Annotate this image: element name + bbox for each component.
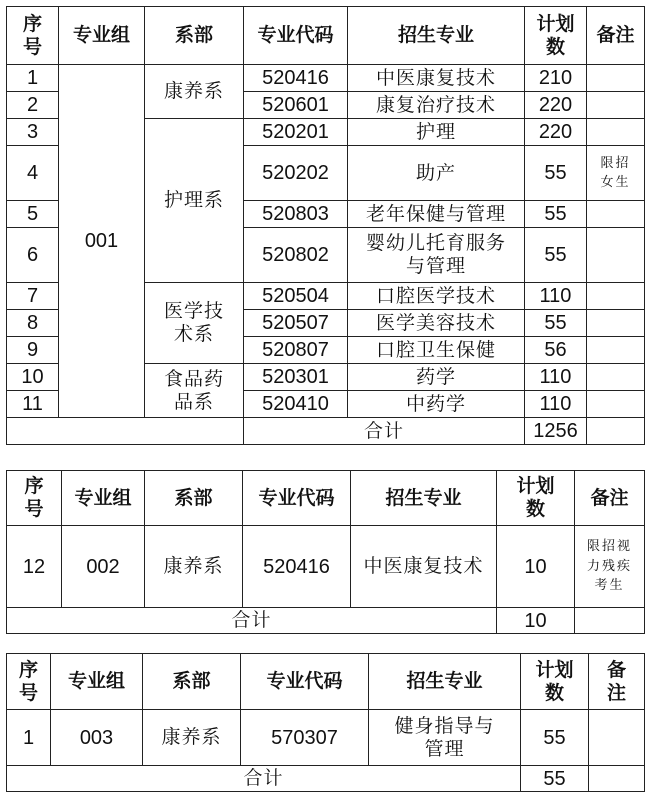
cell-major: 婴幼儿托育服务与管理 xyxy=(348,228,525,283)
header-group: 专业组 xyxy=(59,7,145,65)
cell-plan: 56 xyxy=(525,337,587,364)
total-note xyxy=(587,418,645,445)
cell-dept-huli: 护理系 xyxy=(145,119,244,283)
cell-code: 520416 xyxy=(244,65,348,92)
total-label: 合计 xyxy=(244,418,525,445)
header-note: 备注 xyxy=(575,471,645,526)
cell-code: 520601 xyxy=(244,92,348,119)
cell-dept-kangyang: 康养系 xyxy=(145,65,244,119)
header-dept: 系部 xyxy=(143,654,241,710)
header-note: 备注 xyxy=(589,654,645,710)
cell-major: 口腔医学技术 xyxy=(348,283,525,310)
cell-major: 中医康复技术 xyxy=(348,65,525,92)
cell-dept-yixue: 医学技术系 xyxy=(145,283,244,364)
total-spacer xyxy=(7,418,244,445)
cell-note xyxy=(587,65,645,92)
total-note xyxy=(575,608,645,634)
total-label: 合计 xyxy=(7,766,521,792)
header-code: 专业代码 xyxy=(243,471,351,526)
cell-group: 003 xyxy=(51,710,143,766)
cell-dept: 康养系 xyxy=(145,526,243,608)
header-seq: 序号 xyxy=(7,471,62,526)
table-row xyxy=(7,526,645,608)
cell-note xyxy=(587,364,645,391)
header-plan: 计划数 xyxy=(521,654,589,710)
cell-note xyxy=(587,310,645,337)
total-row xyxy=(7,766,645,792)
cell-code: 520410 xyxy=(244,391,348,418)
header-plan: 计划数 xyxy=(497,471,575,526)
cell-seq: 1 xyxy=(7,710,51,766)
cell-plan: 210 xyxy=(525,65,587,92)
cell-note xyxy=(587,119,645,146)
enrollment-table-group-002 xyxy=(6,470,645,634)
cell-plan: 55 xyxy=(525,228,587,283)
cell-plan: 55 xyxy=(525,310,587,337)
cell-code: 520202 xyxy=(244,146,348,201)
cell-code: 520504 xyxy=(244,283,348,310)
cell-dept-shipin: 食品药品系 xyxy=(145,364,244,418)
cell-major: 护理 xyxy=(348,119,525,146)
cell-code: 520201 xyxy=(244,119,348,146)
cell-major: 口腔卫生保健 xyxy=(348,337,525,364)
cell-major: 老年保健与管理 xyxy=(348,201,525,228)
cell-major: 康复治疗技术 xyxy=(348,92,525,119)
enrollment-table-group-003 xyxy=(6,653,645,792)
total-value: 10 xyxy=(497,608,575,634)
header-code: 专业代码 xyxy=(241,654,369,710)
cell-seq: 9 xyxy=(7,337,59,364)
total-value: 1256 xyxy=(525,418,587,445)
cell-note xyxy=(587,228,645,283)
header-seq: 序号 xyxy=(7,654,51,710)
cell-note xyxy=(587,391,645,418)
cell-major: 中医康复技术 xyxy=(351,526,497,608)
header-dept: 系部 xyxy=(145,7,244,65)
cell-code: 570307 xyxy=(241,710,369,766)
total-note xyxy=(589,766,645,792)
cell-plan: 110 xyxy=(525,391,587,418)
cell-plan: 55 xyxy=(521,710,589,766)
header-code: 专业代码 xyxy=(244,7,348,65)
cell-major: 药学 xyxy=(348,364,525,391)
cell-code: 520301 xyxy=(244,364,348,391)
cell-plan: 110 xyxy=(525,283,587,310)
header-group: 专业组 xyxy=(51,654,143,710)
cell-plan: 110 xyxy=(525,364,587,391)
cell-seq: 11 xyxy=(7,391,59,418)
cell-note xyxy=(587,92,645,119)
cell-seq: 2 xyxy=(7,92,59,119)
total-row xyxy=(7,608,645,634)
cell-code: 520807 xyxy=(244,337,348,364)
cell-seq: 5 xyxy=(7,201,59,228)
cell-major: 健身指导与管理 xyxy=(369,710,521,766)
header-group: 专业组 xyxy=(62,471,145,526)
cell-seq: 3 xyxy=(7,119,59,146)
total-row xyxy=(7,418,645,445)
cell-plan: 55 xyxy=(525,146,587,201)
cell-code: 520802 xyxy=(244,228,348,283)
cell-group: 002 xyxy=(62,526,145,608)
cell-seq: 8 xyxy=(7,310,59,337)
cell-seq: 12 xyxy=(7,526,62,608)
cell-major: 中药学 xyxy=(348,391,525,418)
cell-note xyxy=(587,201,645,228)
cell-dept: 康养系 xyxy=(143,710,241,766)
cell-group: 001 xyxy=(59,65,145,418)
table-row xyxy=(7,65,645,92)
table-header-row xyxy=(7,7,645,65)
table-header-row xyxy=(7,654,645,710)
header-major: 招生专业 xyxy=(348,7,525,65)
header-dept: 系部 xyxy=(145,471,243,526)
header-seq: 序号 xyxy=(7,7,59,65)
header-major: 招生专业 xyxy=(351,471,497,526)
cell-note xyxy=(587,283,645,310)
cell-code: 520416 xyxy=(243,526,351,608)
cell-plan: 10 xyxy=(497,526,575,608)
cell-plan: 220 xyxy=(525,119,587,146)
cell-seq: 6 xyxy=(7,228,59,283)
cell-code: 520507 xyxy=(244,310,348,337)
cell-major: 助产 xyxy=(348,146,525,201)
cell-seq: 7 xyxy=(7,283,59,310)
cell-seq: 10 xyxy=(7,364,59,391)
total-value: 55 xyxy=(521,766,589,792)
cell-plan: 220 xyxy=(525,92,587,119)
cell-code: 520803 xyxy=(244,201,348,228)
table-row xyxy=(7,710,645,766)
cell-seq: 4 xyxy=(7,146,59,201)
table-header-row xyxy=(7,471,645,526)
cell-seq: 1 xyxy=(7,65,59,92)
cell-major: 医学美容技术 xyxy=(348,310,525,337)
cell-plan: 55 xyxy=(525,201,587,228)
cell-note xyxy=(587,337,645,364)
header-major: 招生专业 xyxy=(369,654,521,710)
cell-note: 限招女生 xyxy=(587,146,645,201)
enrollment-table-group-001 xyxy=(6,6,645,445)
header-plan: 计划数 xyxy=(525,7,587,65)
total-label: 合计 xyxy=(7,608,497,634)
cell-note xyxy=(589,710,645,766)
cell-note: 限招视力残疾考生 xyxy=(575,526,645,608)
header-note: 备注 xyxy=(587,7,645,65)
